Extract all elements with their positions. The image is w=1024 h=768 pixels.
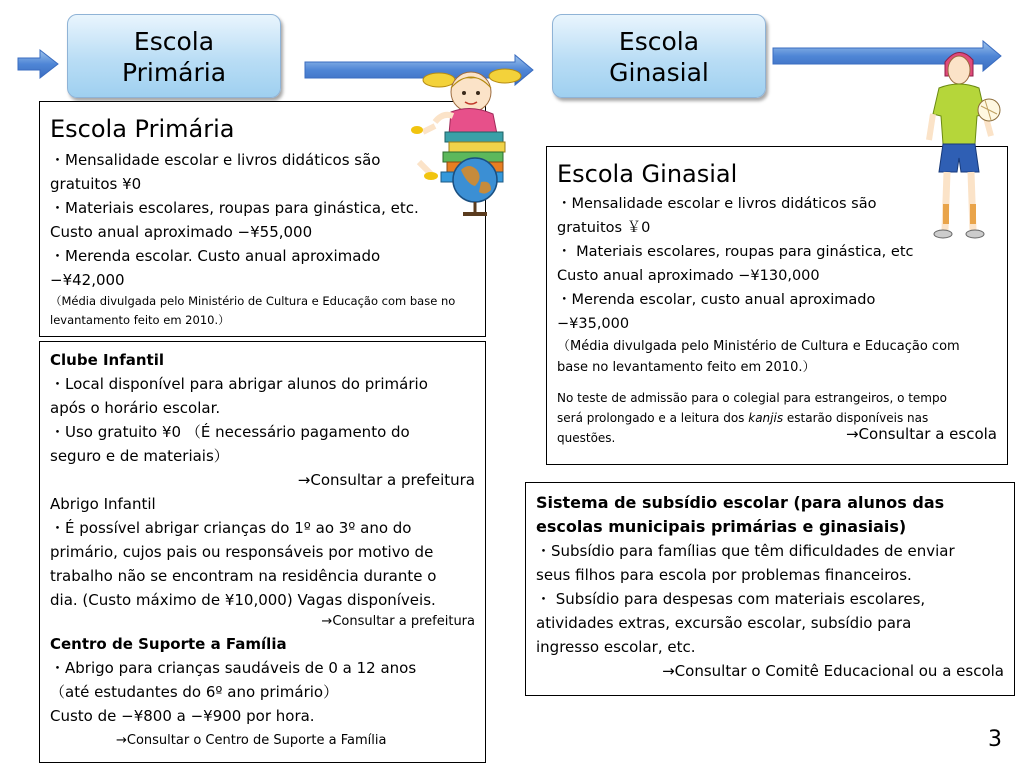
info-line: ・Uso gratuito ¥0 （É necessário pagamento do (50, 423, 410, 441)
info-line: gratuitos ¥0 (50, 175, 142, 193)
info-line: Custo anual aproximado −¥55,000 (50, 223, 313, 241)
section-title: escolas municipais primárias e ginasiais) (536, 517, 907, 536)
admission-text: questões. (557, 431, 616, 445)
info-line: ・É possível abrigar crianças do 1º ao 3º ano do (50, 519, 412, 537)
section-title: Sistema de subsídio escolar (para alunos das (536, 493, 945, 512)
reference-centro: →Consultar o Centro de Suporte a Família (116, 733, 387, 748)
panel-subsidio-escolar (525, 482, 1015, 696)
info-line: Custo de −¥800 a −¥900 por hora. (50, 707, 315, 725)
admission-text: estarão disponíveis nas (783, 411, 929, 425)
info-line: ・Abrigo para crianças saudáveis de 0 a 12 anos (50, 659, 417, 677)
info-line: ・ Materiais escolares, roupas para ginástica, etc (557, 244, 914, 260)
reference-prefeitura: →Consultar a prefeitura (297, 471, 475, 489)
reference-comite: →Consultar o Comitê Educacional ou a escola (662, 662, 1004, 680)
info-line: ・Merenda escolar. Custo anual aproximado (50, 247, 381, 265)
panel-title: Escola Ginasial (557, 160, 738, 188)
info-line: atividades extras, excursão escolar, subsídio para (536, 614, 912, 632)
stage-escola-ginasial (552, 14, 766, 98)
stage-label: Primária (121, 58, 227, 87)
info-line: Custo anual aproximado −¥130,000 (557, 268, 820, 284)
info-line: ・Mensalidade escolar e livros didáticos são (557, 196, 877, 212)
arrow-icon (18, 50, 58, 78)
info-line: seus filhos para escola por problemas financeiros. (536, 566, 912, 584)
info-line: （até estudantes do 6º ano primário） (50, 683, 339, 701)
info-line: ・Subsídio para famílias que têm dificuldades de enviar (536, 542, 955, 560)
stage-label: Ginasial (609, 58, 709, 87)
kanjis-text: kanjis (748, 411, 784, 425)
page-number: 3 (988, 727, 1002, 752)
info-line: ・Local disponível para abrigar alunos do primário (50, 375, 428, 393)
footnote: （Média divulgada pelo Ministério de Cultura e Educação com base no (50, 294, 456, 308)
info-line: ・Materiais escolares, roupas para ginástica, etc. (50, 199, 419, 217)
info-line: seguro e de materiais） (50, 447, 229, 465)
stage-escola-primaria (67, 14, 281, 98)
admission-note (557, 425, 997, 448)
admission-note: No teste de admissão para o colegial para estrangeiros, o tempo (557, 391, 947, 405)
info-line: ・Merenda escolar, custo anual aproximado (557, 292, 876, 308)
stage-label: Escola (133, 27, 215, 56)
stage-label: Escola (618, 27, 700, 56)
info-line: trabalho não se encontram na residência durante o (50, 567, 437, 585)
info-line: primário, cujos pais ou responsáveis por motivo de (50, 543, 434, 561)
info-line: −¥42,000 (50, 271, 125, 289)
footnote: （Média divulgada pelo Ministério de Cultura e Educação com (557, 339, 960, 354)
info-line: ingresso escolar, etc. (536, 638, 696, 656)
section-title: Abrigo Infantil (50, 495, 156, 513)
reference-prefeitura: →Consultar a prefeitura (321, 614, 475, 629)
footnote: levantamento feito em 2010.） (50, 313, 230, 327)
info-line: após o horário escolar. (50, 399, 221, 417)
footnote: base no levantamento feito em 2010.） (557, 360, 816, 375)
panel-clube-infantil (39, 341, 486, 763)
girl-with-ball-illustration (915, 44, 1005, 244)
girl-with-books-illustration (405, 62, 535, 222)
panel-title: Escola Primária (50, 115, 235, 143)
section-title: Clube Infantil (50, 351, 165, 369)
info-line: −¥35,000 (557, 316, 630, 332)
admission-text: será prolongado e a leitura dos (557, 411, 749, 425)
info-line: gratuitos ￥0 (557, 220, 651, 236)
info-line: ・Mensalidade escolar e livros didáticos são (50, 151, 381, 169)
section-title: Centro de Suporte a Família (50, 635, 287, 653)
reference-escola: →Consultar a escola (845, 425, 997, 443)
info-line: ・ Subsídio para despesas com materiais escolares, (536, 590, 926, 608)
info-line: dia. (Custo máximo de ¥10,000) Vagas disponíveis. (50, 591, 436, 609)
